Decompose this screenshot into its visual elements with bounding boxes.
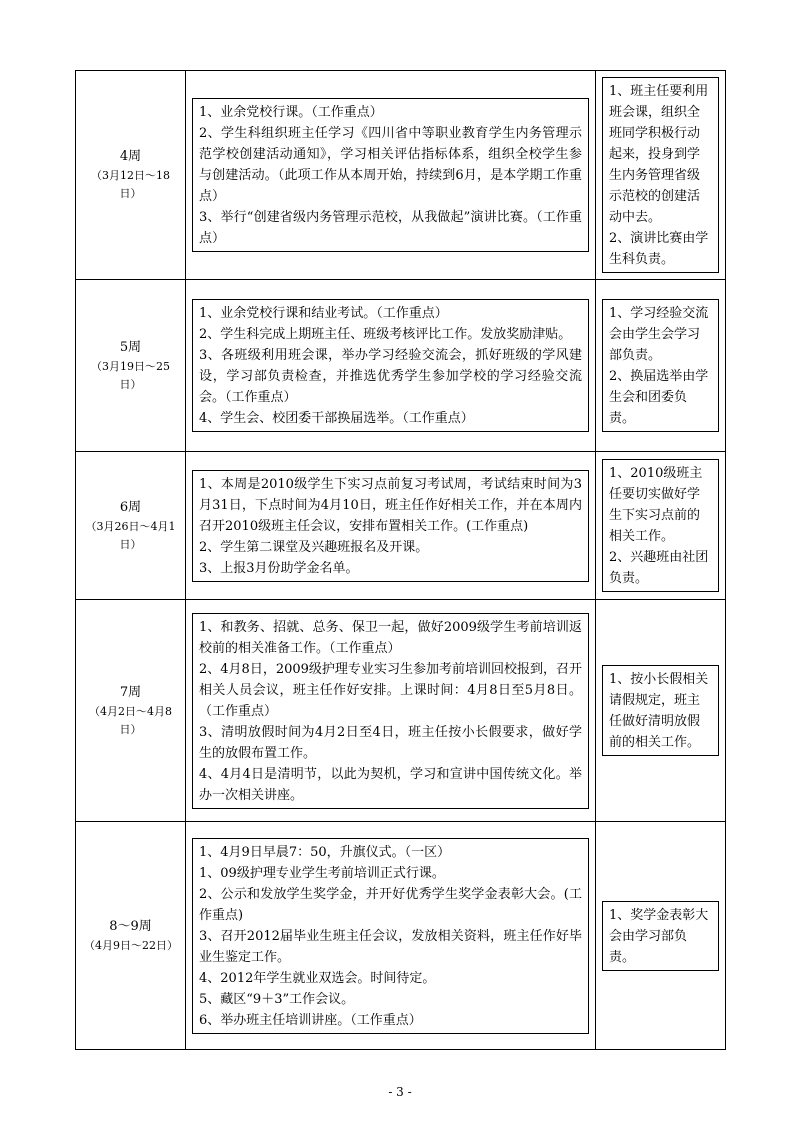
week-dates: （3月19日～25日） (91, 359, 170, 391)
task-item: 3、各班级利用班会课，举办学习经验交流会，抓好班级的学风建设，学习部负责检查，并推选优秀学生参加学校的学习经验交流会。（工作重点） (199, 348, 582, 405)
page-number: - 3 - (388, 1085, 412, 1099)
note-item: 2、演讲比赛由学生科负责。 (609, 231, 709, 267)
tasks-box (192, 838, 589, 1034)
task-item: 1、业余党校行课。（工作重点） (199, 105, 383, 120)
tasks-box (192, 613, 589, 809)
schedule-row-week4 (76, 71, 726, 280)
schedule-row-week6 (76, 452, 726, 600)
task-item: 3、上报3月份助学金名单。 (199, 560, 359, 576)
note-item: 2、兴趣班由社团负责。 (609, 550, 709, 586)
notes-cell (596, 280, 726, 452)
week-cell (76, 280, 186, 452)
task-item: 6、举办班主任培训讲座。（工作重点） (199, 1012, 422, 1028)
task-item: 1、和教务、招就、总务、保卫一起，做好2009级学生考前培训返校前的相关准备工作。（工作重点） (199, 619, 582, 656)
weekly-schedule-table (75, 70, 726, 1050)
note-item: 1、按小长假相关请假规定，班主任做好清明放假前的相关工作。 (609, 672, 709, 750)
week-cell (76, 600, 186, 822)
task-item: 2、学生科组织班主任学习《四川省中等职业教育学生内务管理示范学校创建活动通知》，学习相关评估指标体系，组织全校学生参与创建活动。（此项工作从本周开始，持续到6月，是本学期工作重点） (199, 126, 582, 204)
tasks-cell (186, 280, 596, 452)
task-item: 1、09级护理专业学生考前培训正式行课。 (199, 865, 445, 881)
note-item: 1、奖学金表彰大会由学习部负责。 (609, 907, 709, 965)
week-dates: （4月2日～4月8日） (89, 704, 172, 736)
notes-cell (596, 71, 726, 280)
task-item: 1、4月9日早晨7：50，升旗仪式。（一区） (199, 844, 451, 860)
task-item: 4、学生会、校团委干部换届选举。（工作重点） (199, 411, 474, 426)
notes-box (602, 459, 719, 592)
task-item: 3、清明放假时间为4月2日至4日，班主任按小长假要求，做好学生的放假布置工作。 (199, 724, 582, 761)
task-item: 1、本周是2010级学生下实习点前复习考试周，考试结束时间为3月31日，下点时间为4月10日，班主任作好相关工作，并在本周内召开2010级班主任会议，安排布置相关工作。(工作重点) (199, 476, 582, 534)
tasks-box (192, 470, 589, 582)
task-item: 5、藏区“9＋3”工作会议。 (199, 991, 355, 1007)
task-item: 3、召开2012届毕业生班主任会议，发放相关资料，班主任作好毕业生鉴定工作。 (199, 928, 582, 965)
tasks-box (192, 299, 589, 432)
notes-box (602, 901, 719, 971)
note-item: 1、学习经验交流会由学生会学习部负责。 (609, 306, 709, 363)
week-dates: （3月26日～4月1日） (85, 519, 176, 551)
schedule-row-week7 (76, 600, 726, 822)
week-cell (76, 822, 186, 1050)
tasks-cell (186, 600, 596, 822)
week-dates: （3月12日～18日） (91, 169, 170, 200)
week-label: 7周 (119, 684, 142, 700)
task-item: 1、业余党校行课和结业考试。（工作重点） (199, 306, 448, 321)
week-label: 5周 (119, 339, 142, 355)
task-item: 4、4月4日是清明节，以此为契机，学习和宣讲中国传统文化。举办一次相关讲座。 (199, 766, 582, 803)
tasks-box (192, 98, 589, 252)
tasks-cell (186, 452, 596, 600)
task-item: 2、学生科完成上期班主任、班级考核评比工作。发放奖励津贴。 (199, 327, 572, 342)
week-dates: （4月9日～22日） (84, 938, 178, 952)
task-item: 2、公示和发放学生奖学金，并开好优秀学生奖学金表彰大会。(工作重点) (199, 886, 582, 923)
task-item: 4、2012年学生就业双选会。时间待定。 (199, 970, 436, 986)
note-item: 1、班主任要利用班会课，组织全班同学积极行动起来，投身到学生内务管理省级示范校的创建活动中去。 (609, 84, 709, 225)
note-item: 2、换届选举由学生会和团委负责。 (609, 369, 709, 426)
week-label: 8～9周 (109, 918, 152, 934)
notes-cell (596, 452, 726, 600)
task-item: 2、学生第二课堂及兴趣班报名及开课。 (199, 539, 429, 555)
schedule-row-week8-9 (76, 822, 726, 1050)
tasks-cell (186, 71, 596, 280)
schedule-row-week5 (76, 280, 726, 452)
notes-cell (596, 600, 726, 822)
note-item: 1、2010级班主任要切实做好学生下实习点前的相关工作。 (609, 466, 703, 544)
task-item: 3、举行“创建省级内务管理示范校，从我做起”演讲比赛。（工作重点） (199, 210, 582, 246)
notes-box (602, 299, 719, 432)
notes-cell (596, 822, 726, 1050)
week-cell (76, 71, 186, 280)
week-cell (76, 452, 186, 600)
task-item: 2、4月8日，2009级护理专业实习生参加考前培训回校报到，召开相关人员会议，班主任作好安排。上课时间：4月8日至5月8日。（工作重点） (199, 661, 582, 719)
tasks-cell (186, 822, 596, 1050)
notes-box (602, 77, 719, 273)
week-label: 4周 (119, 149, 142, 164)
week-label: 6周 (119, 499, 142, 515)
notes-box (602, 665, 719, 756)
